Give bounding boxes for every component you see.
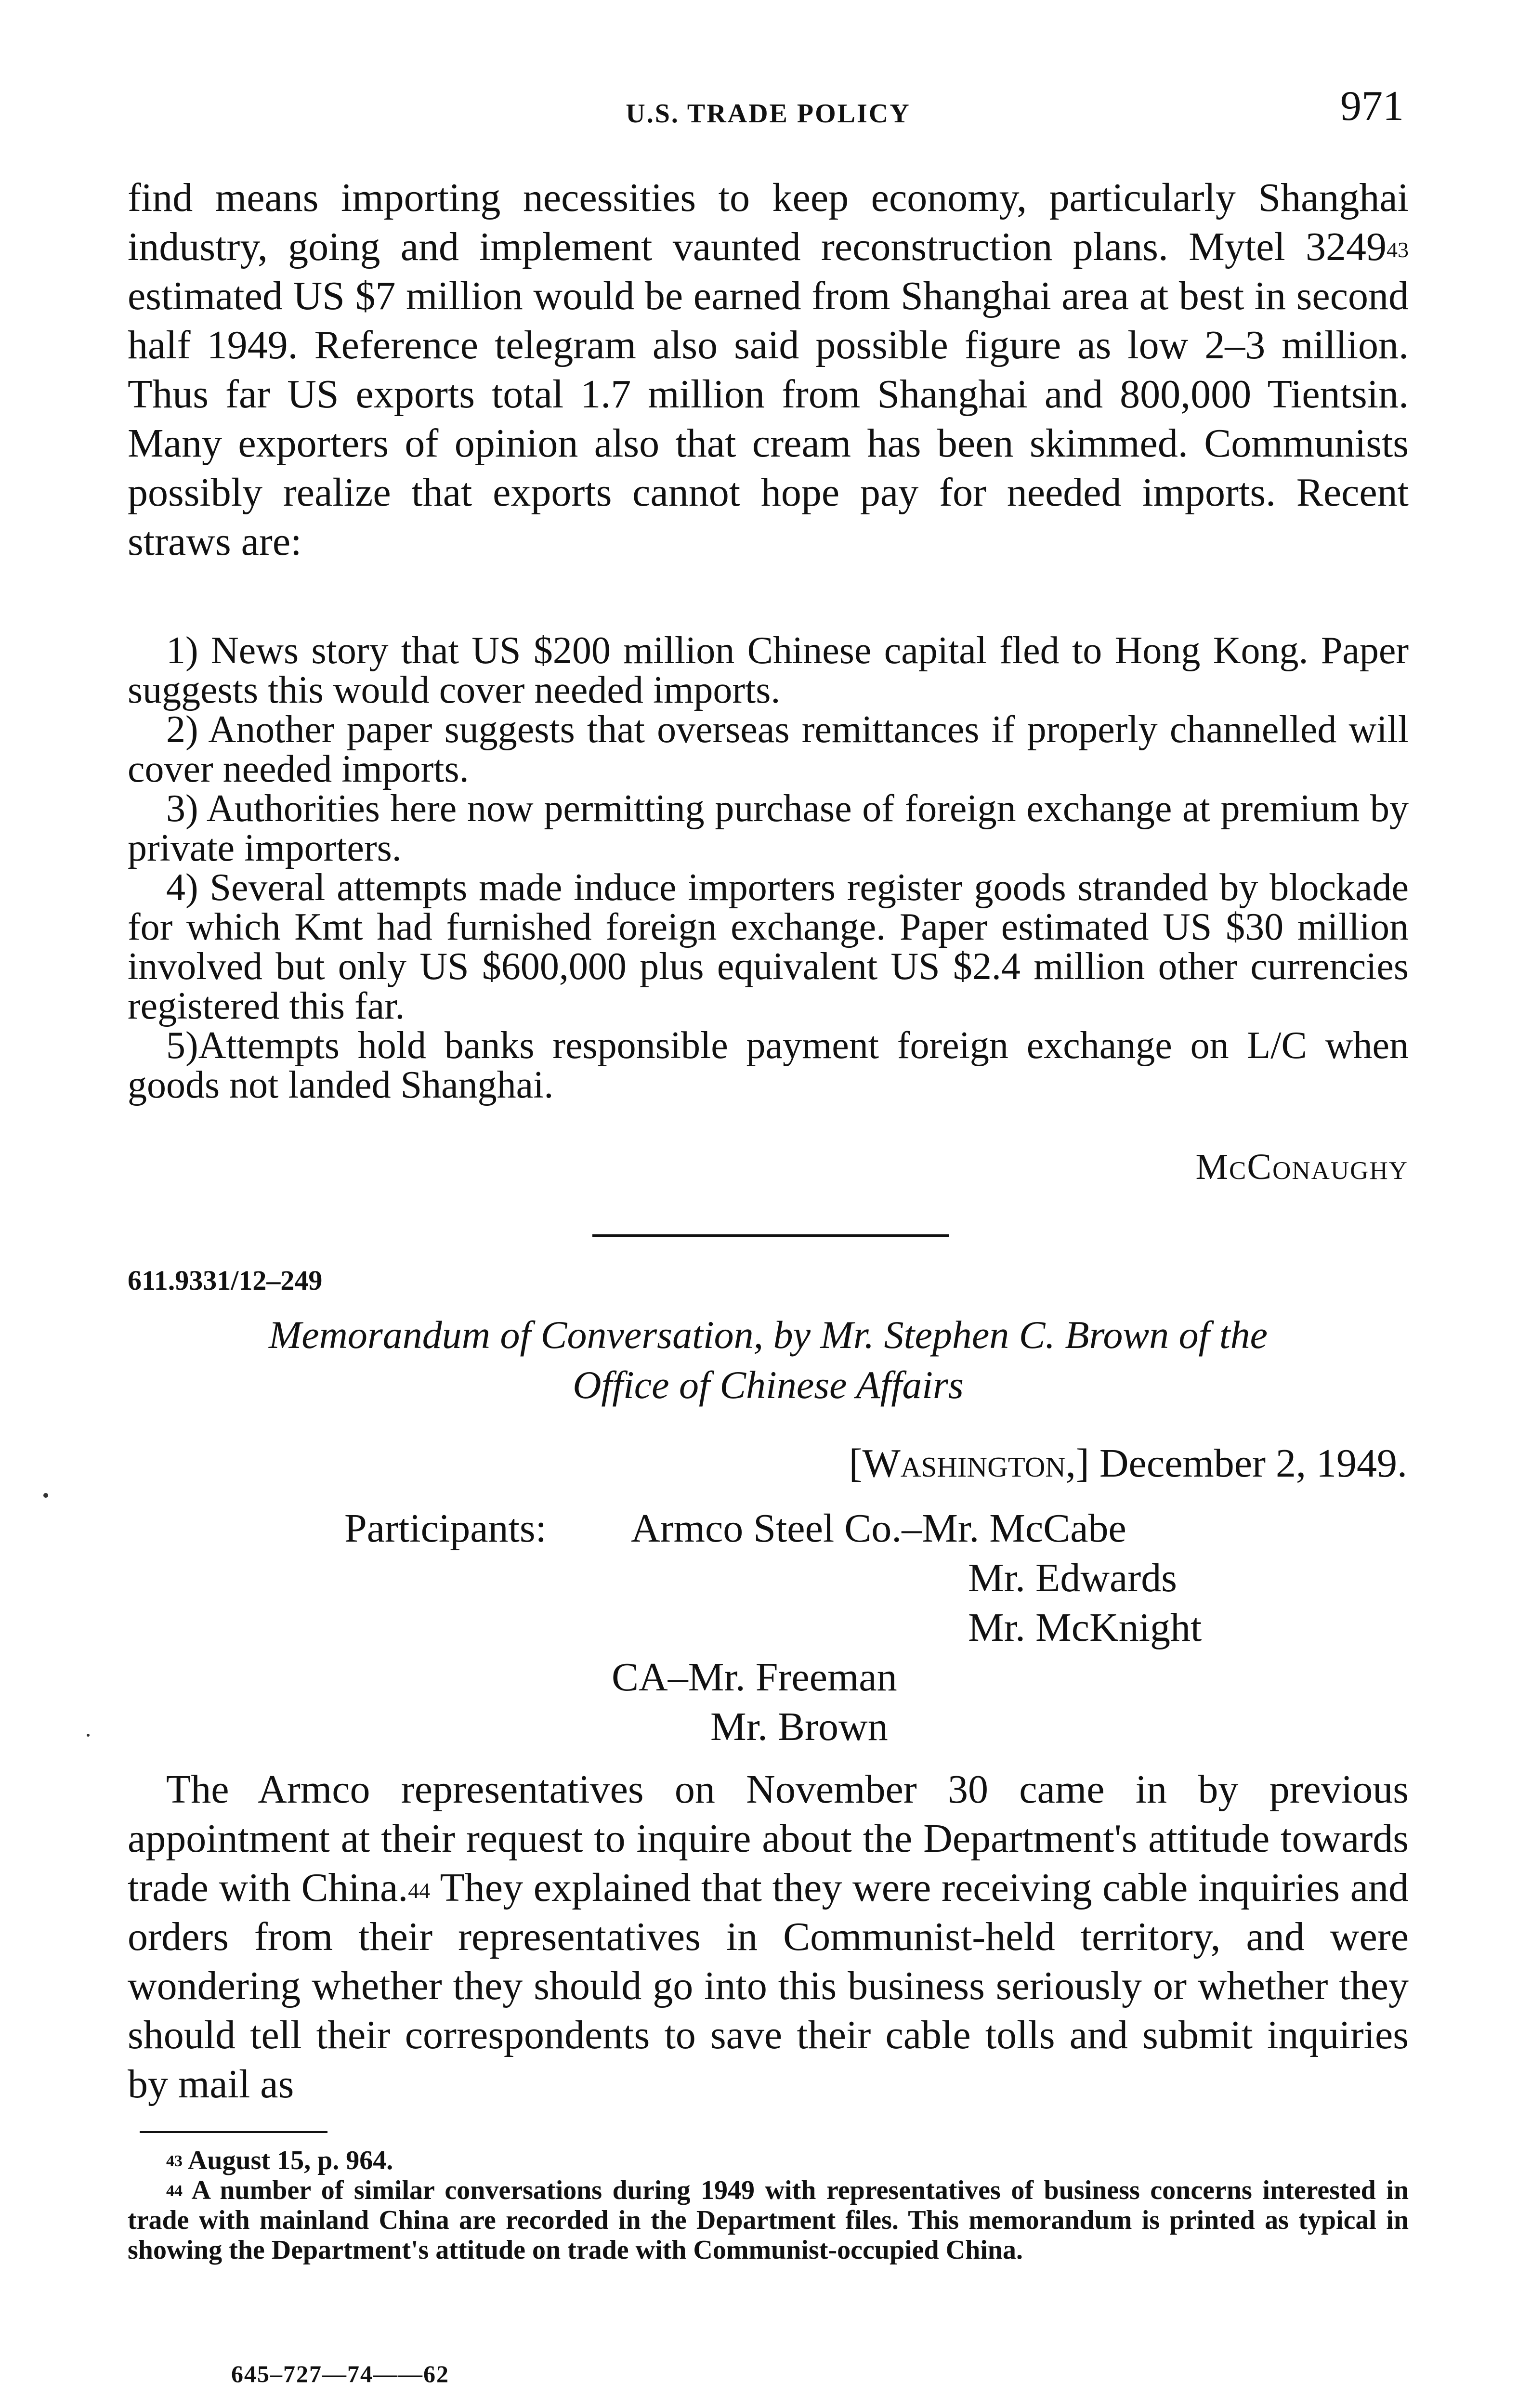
participant-line: Mr. McKnight: [968, 1605, 1202, 1650]
footnote-rule: [140, 2131, 327, 2133]
page-number: 971: [1340, 83, 1404, 130]
list-item: 2) Another paper suggests that overseas remittances if properly channelled will cover needed imports.: [128, 708, 1409, 790]
footnote-43: [128, 2146, 1409, 2175]
participant-line: Armco Steel Co.–Mr. McCabe: [631, 1506, 1126, 1551]
telegram-paragraph: [128, 173, 1409, 566]
list-item: 5)Attempts hold banks responsible payment foreign exchange on L/C when goods not landed Shanghai.: [128, 1024, 1409, 1106]
memo-body-paragraph: [128, 1765, 1409, 2109]
memo-body-text-a: The Armco representatives on November 30 came in by previous appointment at their request to inquire about the Department's attitude towards trade with China.: [128, 1767, 1409, 1910]
footnote-ref-43: 43: [1387, 237, 1409, 262]
scan-speck: [87, 1734, 90, 1737]
dateline-place: [Washington,]: [849, 1441, 1089, 1486]
memo-title: [128, 1310, 1409, 1410]
signature: McConaughy: [1195, 1147, 1408, 1187]
telegram-text-a: find means importing necessities to keep economy, particularly Shanghai industry, going and implement vaunted reconstruction plans. Mytel 3249: [128, 175, 1409, 269]
list-item: 4) Several attempts made induce importers register goods stranded by blockade for which Kmt had furnished foreign exchange. Paper estimated US $30 million involved but only US $600,000 plus equivalent US $2.4 million other currencies registered this far.: [128, 866, 1409, 1027]
footnote-text: A number of similar conversations during 1949 with representatives of business concerns interested in trade with mainland China are recorded in the Department files. This memorandum is printed as typical in showing the Department's attitude on trade with Communist-occupied China.: [128, 2175, 1409, 2265]
page-header: [128, 82, 1409, 140]
participants-label: Participants:: [344, 1506, 547, 1551]
telegram-text-b: estimated US $7 million would be earned from Shanghai area at best in second half 1949. Reference telegram also said possible figure as low 2–3 million. Thus far US exports total 1.7 million from Shanghai and 800,000 Tientsin. Many exporters of opinion also that cream has been skimmed. Communists possibly realize that exports cannot hope pay for needed imports. Recent straws are:: [128, 274, 1409, 564]
running-head: U.S. TRADE POLICY: [626, 99, 911, 129]
file-number: 611.9331/12–249: [128, 1265, 323, 1296]
participant-line: Mr. Edwards: [968, 1556, 1177, 1600]
printer-imprint: 645–727—74——62: [231, 2360, 449, 2387]
participant-line: Mr. Brown: [710, 1704, 888, 1749]
footnote-mark: 43: [166, 2152, 183, 2170]
dateline: [849, 1440, 1407, 1487]
list-item: 1) News story that US $200 million Chinese capital fled to Hong Kong. Paper suggests this would cover needed imports.: [128, 629, 1409, 711]
dateline-date: December 2, 1949.: [1089, 1441, 1407, 1486]
section-divider: [592, 1234, 949, 1237]
footnote-text: August 15, p. 964.: [183, 2146, 393, 2175]
scan-speck: [43, 1493, 48, 1498]
footnote-44: [128, 2175, 1409, 2265]
telegram-list: [128, 631, 1409, 1105]
footnote-ref-44: 44: [408, 1878, 431, 1903]
memo-body-text-b: They explained that they were receiving cable inquiries and orders from their representatives in Communist-held territory, and were wondering whether they should go into this business seriously or whether they should tell their correspondents to save their cable tolls and submit inquiries by mail as: [128, 1865, 1409, 2107]
participant-line: CA–Mr. Freeman: [612, 1655, 897, 1700]
footnote-mark: 44: [166, 2182, 183, 2200]
footnotes: [128, 2146, 1409, 2265]
list-item: 3) Authorities here now permitting purchase of foreign exchange at premium by private importers.: [128, 787, 1409, 869]
memo-title-line-2: Office of Chinese Affairs: [573, 1363, 964, 1407]
memo-title-line-1: Memorandum of Conversation, by Mr. Stephen C. Brown of the: [268, 1313, 1268, 1357]
